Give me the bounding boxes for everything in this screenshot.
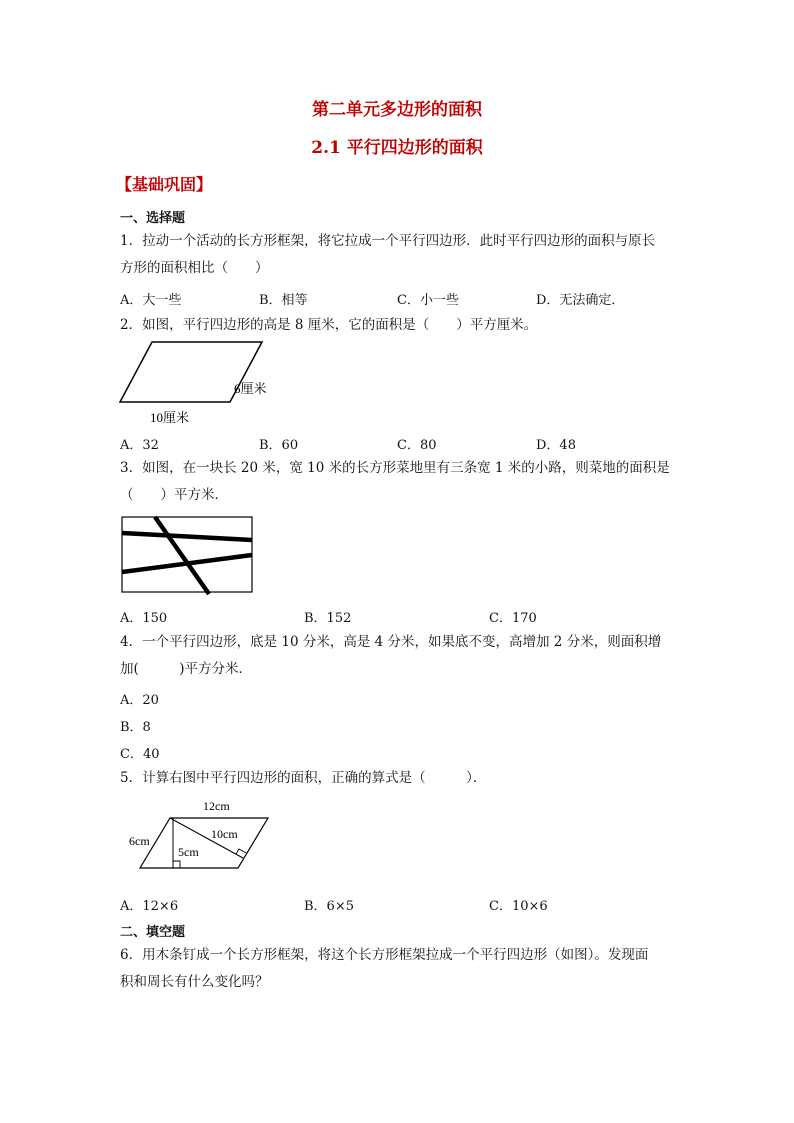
parallelogram-figure-q2 [115, 336, 285, 428]
option-4b[interactable]: B．8 [120, 720, 151, 735]
left-label: 6cm [129, 834, 150, 848]
option-3c[interactable]: C．170 [489, 611, 537, 626]
parallelogram-shape [140, 818, 268, 868]
option-2a[interactable]: A．32 [120, 438, 159, 453]
question-2-line1: 2．如图，平行四边形的高是 8 厘米，它的面积是（ ）平方厘米。 [120, 317, 538, 333]
question-3-line1: 3．如图，在一块长 20 米，宽 10 米的长方形菜地里有三条宽 1 米的小路，则菜地的面积是 [120, 460, 670, 476]
option-5a[interactable]: A．12×6 [120, 899, 179, 914]
garden-rect [122, 517, 252, 592]
question-4-line1: 4．一个平行四边形，底是 10 分米，高是 4 分米，如果底不变，高增加 2 分米，则面积增 [120, 634, 662, 650]
question-5-line1: 5．计算右图中平行四边形的面积，正确的算式是（ ）． [120, 770, 487, 786]
doc-subtitle: 2.1 平行四边形的面积 [311, 138, 483, 158]
diag-label: 10cm [211, 827, 238, 841]
question-1-line1: 1．拉动一个活动的长方形框架，将它拉成一个平行四边形．此时平行四边形的面积与原长 [120, 233, 656, 249]
option-3b[interactable]: B．152 [304, 611, 352, 626]
side-label: 6厘米 [234, 381, 267, 396]
parallelogram-figure-q5 [125, 798, 275, 878]
question-6-line1: 6．用木条钉成一个长方形框架，将这个长方形框架拉成一个平行四边形（如图）。发现面 [120, 947, 649, 963]
option-1a[interactable]: A．大一些 [120, 293, 182, 308]
path-line-1 [122, 533, 252, 540]
path-line-3 [155, 517, 209, 594]
option-4a[interactable]: A．20 [120, 693, 159, 708]
option-3a[interactable]: A．150 [120, 611, 168, 626]
option-2d[interactable]: D．48 [536, 438, 576, 453]
question-4-line2: 加( )平方分米． [120, 661, 253, 677]
option-4c[interactable]: C．40 [120, 747, 160, 762]
part1-heading: 一、选择题 [120, 211, 186, 226]
right-angle-mark-bottom [173, 861, 180, 868]
question-6-line2: 积和周长有什么变化吗？ [120, 974, 269, 990]
question-1-line2: 方形的面积相比（ ） [120, 260, 269, 276]
option-2b[interactable]: B．60 [259, 438, 299, 453]
option-5c[interactable]: C．10×6 [489, 899, 548, 914]
top-label: 12cm [203, 799, 230, 813]
height-label: 5cm [178, 845, 199, 859]
option-1b[interactable]: B．相等 [259, 293, 308, 308]
option-5b[interactable]: B．6×5 [304, 899, 354, 914]
section-heading: 【基础巩固】 [116, 175, 213, 194]
option-1d[interactable]: D．无法确定． [536, 293, 625, 308]
option-2c[interactable]: C．80 [397, 438, 437, 453]
base-label: 10厘米 [150, 410, 190, 425]
option-1c[interactable]: C．小一些 [397, 293, 459, 308]
part2-heading: 二、填空题 [120, 925, 186, 940]
doc-title: 第二单元多边形的面积 [312, 100, 482, 120]
right-angle-mark-side [236, 849, 246, 854]
garden-paths-figure-q3 [120, 515, 255, 597]
question-3-line2: （ ）平方米． [120, 487, 228, 503]
